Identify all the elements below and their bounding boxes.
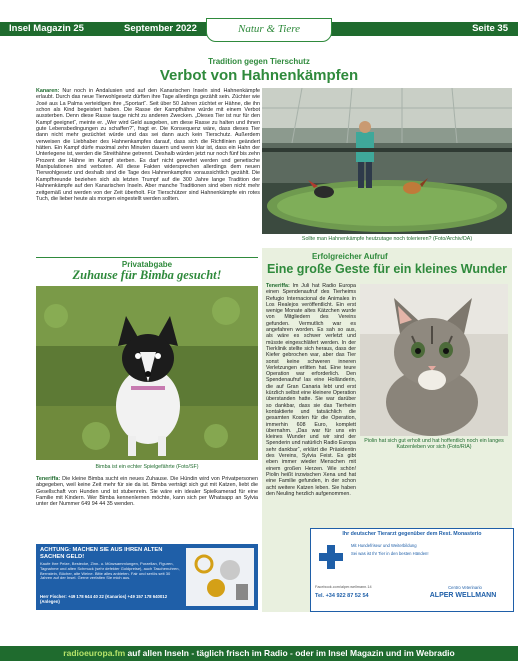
jewelry-illustration [186,548,254,606]
vet-ad-centro: Centro Veterinario [448,585,482,590]
article3-title: Eine große Geste für ein kleines Wunder [266,262,508,276]
vet-ad-address[interactable]: Facebook.com/alper.wellmann.14 [315,585,372,589]
page-header [0,0,518,40]
article2-kicker: Privatabgabe [121,260,173,269]
vet-ad-line1: Mit Hundefriseur und Weiterbildung [351,543,417,548]
cockfight-photo [262,88,512,234]
page-footer [0,646,518,661]
vet-ad-line2: Sei was ist Ihr Tier in den besten Händen! [351,551,429,556]
article2-lead: Teneriffa: [36,476,61,482]
dog-photo [36,286,258,460]
magazine-name: Insel Magazin 25 [9,23,84,34]
gold-ad[interactable] [36,544,258,610]
gold-ad-contact: Herr Fischer: +49 178 644 40 22 (Kanarios) +49 157 178 640012 (Anlegen) [40,594,168,604]
jewelry-image [186,548,254,606]
article2-caption: Bimba ist ein echter Spielgefährte (Foto/SF) [95,464,199,470]
dog-illustration [36,286,258,460]
gold-ad-headline: ACHTUNG: MACHEN SIE AUS IHREN ALTEN SACHEN GELD! [40,547,163,560]
article1-body-col1 [36,88,260,254]
cross-icon [317,543,345,571]
article1-title: Verbot von Hahnenkämpfen [159,67,359,84]
vet-cross-icon [317,543,345,571]
gold-ad-text: Kaufe Ihre Pelze, Bestecke, Zinn- u. Münzsammlungen, Porzellan, Figuren, Tagnahme und alten Schmuck (sehr defekter Goldpreise), auch Taschenuhren, Bernstein, Bücher, alte Weine. Bitte alles anbieten. Fair und seriös seit 30 Jahren auf der Insel. Gerne verfalten Sie mich aus. [40,562,180,581]
vet-ad[interactable] [310,528,514,612]
article1-lead: Kanaren: [36,88,60,94]
article3-text: Im Juli hat Radio Europa einen Spendenaufruf des Tierheims Refugio Internacional de Animales in Los Realejos veröffentlicht. Ein erst wenige Monate altes Kätzchen wurde von Mitgliedern des Vereins gefunden. Vermutlich war es angefahren worden. Es sah so aus, als wäre es schwer verletzt und müsste eingeschläfert werden. In der Tierklinik stellte sich heraus, dass der Kiefer gebrochen war, aber das Tier sonst keine schweren inneren Verletzungen erlitten hat. Eine teure Operation war erforderlich. Den Spendenaufruf las eine Holländerin, die auf Gran Canaria lebt und erst kürzlich selbst eine kleinere Operation überstanden hatte. Sie war darüber so dankbar, dass sie das Tierheim kontaktierte und tatsächlich die gesamten Kosten für die Operation, immerhin 608 Euro, komplett übernahm. „Das war für uns ein kleines Wunder und wir sind der Spenderin und natürlich Radio Europa sehr dankbar“, erklärt die Präsidentin des Vereins, Sylvia Feist. Es gibt eben immer wieder Menschen mit einem großen Herzen. Wie schön! Piolin heißt inzwischen Xena und hat eine Familie gefunden, in der schon acht weitere Katzen leben. Sie haben den Neuling herzlich aufgenommen. [266,283,356,497]
vet-ad-phone[interactable]: Tel. +34 922 87 52 54 [315,593,369,599]
divider [36,257,258,258]
article2-title: Zuhause für Bimba gesucht! [72,268,222,282]
issue-date: September 2022 [124,23,197,34]
article3-caption: Piolin hat sich gut erholt und hat hoffentlich noch ein langes Katzenleben vor sich (Foto/RIA) [364,438,504,450]
vet-ad-name: ALPER WELLMANN [429,592,497,599]
article2-text: Die kleine Bimba sucht ein neues Zuhause. Die Hündin wird von Privatpersonen abgegeben, weil keine Zeit mehr für sie da ist. Bimba verträgt sich gut mit Katzen, liebt die Gesellschaft von Hunden und ist stubenrein. Sie wäre ein idealer Spielkamerad für eine Familie mit Kindern. Wer Bimba kennenlernen möchte, kann sich per Whatsapp an Sylvia unter der Nummer 649 94 44 35 wenden. [36,476,258,508]
article3-kicker: Erfolgreicher Aufruf [312,252,388,261]
article1-text: Nur noch in Andalusien und auf den Kanarischen Inseln sind Hahnenkämpfe erlaubt. Durch das neue Tierwohlgesetz dürften ihre Tage allerdings gezählt sein. Züchter wie José aus La Palma verteidigen ihre „Sportart“. Seit über 50 Jahren züchtet er Hähne, die ihn schon als Kind begeistert haben. Die Rasse der Kampfhähne würde mit einem Verbot aussterben. Denn diese Rasse tauge nicht zu anderen Zwecken. „Dieses Tier ist nur für den Kampf geeignet“, meinte er. „Wer wird Geld ausgeben, um diese Rasse zu halten und ihnen gute Lebensbedingungen zu schaffen?“, fragt er. Die Konsequenz wäre, dass dieses Tier dann nicht mehr gezüchtet würde und das sei dann auch kein Tierschutz. Außerdem verweisen die Liebhaber des Hahnenkampfes darauf, dass sich die Richtlinien geändert hätten. Ein Kampf dürfe maximal zehn Minuten dauern und wenn klar ist, dass ein Hahn der Unterlegene ist, werden die Streithähne getrennt. Deshalb würden jetzt nur noch fünf bis zehn Prozent der Hähne im Kampf sterben. Es darf nicht gewettet werden und genetische Manipulationen sind verboten. All diese Fakten widersprechen allerdings dem neuen Tierwohlgesetz und deshalb sind die Tage des Hahnenkampfes voraussichtlich gezählt. Die Kampfhreunde beziehen sich als letzten Trumpf auf die 300 Jahre lange Tradition der Hahnenkämpfe auf den Kanarischen Inseln. Aber manche Traditionen sind eben nicht mehr zeitgemäß und werden von der Zeit überholt. Für Tierschützer sind Hahnenkämpfe ein rotes Tuch, die lieber heute als morgen eingestellt werden sollten. [36,88,260,202]
vet-ad-headline: Ihr deutscher Tierarzt gegenüber dem Rest. Monasterio [342,531,482,537]
footer-tagline: auf allen Inseln - täglich frisch im Radio - oder im Insel Magazin und im Webradio [127,648,455,658]
article3-lead: Teneriffa: [266,283,290,289]
kitten-photo [360,284,508,436]
kitten-illustration [360,284,508,436]
article1-kicker: Tradition gegen Tierschutz [208,57,310,66]
article1-caption: Sollte man Hahnenkämpfe heutzutage noch tolerieren? (Foto/Archiv/DA) [301,236,473,242]
page-number: Seite 35 [472,23,508,34]
cockfight-illustration [262,88,512,234]
section-banner: Natur & Tiere [206,18,332,42]
footer-site-link[interactable]: radioeuropa.fm [63,648,126,658]
article2-body [36,476,258,540]
